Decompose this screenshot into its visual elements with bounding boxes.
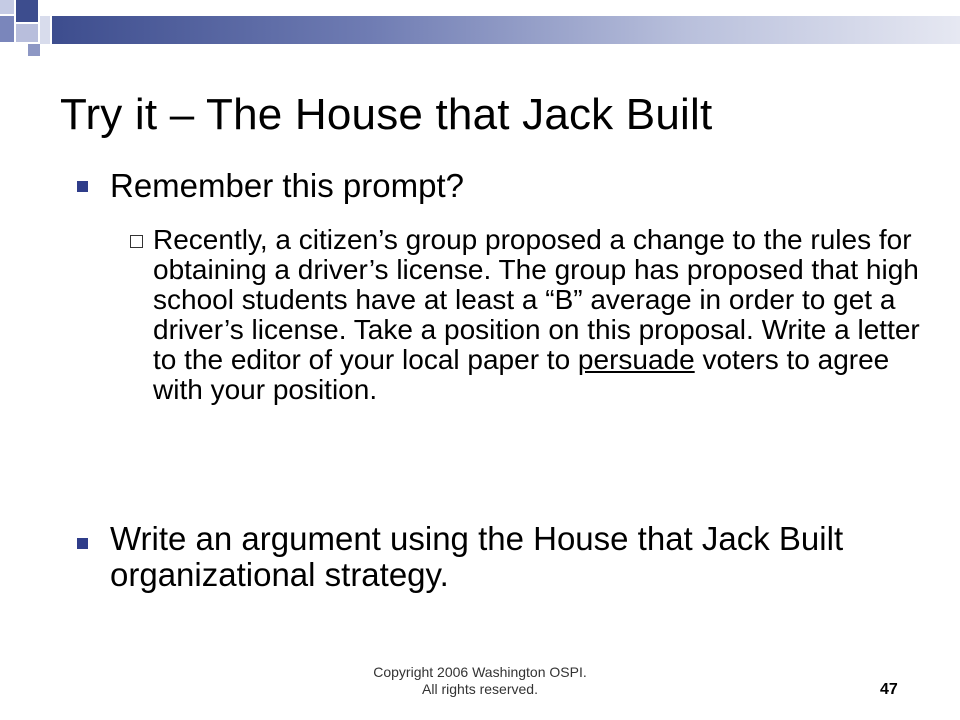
corner-square <box>28 44 40 56</box>
page-number: 47 <box>880 681 898 698</box>
corner-square <box>40 16 50 44</box>
copyright-line-1: Copyright 2006 Washington OSPI. <box>373 664 587 680</box>
copyright-footer <box>300 664 660 698</box>
corner-square <box>16 24 38 42</box>
bullet-2-text: Write an argument using the House that Jack Built organizational strategy. <box>110 520 844 593</box>
prompt-text <box>153 225 923 405</box>
bullet-marker <box>77 181 88 192</box>
slide-title: Try it – The House that Jack Built <box>60 90 713 139</box>
persuade-underlined: persuade <box>577 344 695 375</box>
bullet-1-text: Remember this prompt? <box>110 167 464 204</box>
sub-bullet-marker <box>130 235 143 248</box>
corner-square <box>0 0 14 14</box>
header-bar <box>52 16 960 44</box>
prompt-text-start: Recently, a citizen’s group proposed a change to the rules for obtaining a driver’s license. The group has proposed that high school students have at least a “B” average in order to get a driver’s license. Take a position on this proposal. Write a letter to the editor of your local paper to <box>153 224 920 375</box>
corner-square <box>0 16 14 42</box>
corner-square <box>16 0 38 22</box>
bullet-marker <box>77 538 88 549</box>
copyright-line-2: All rights reserved. <box>422 681 538 697</box>
prompt-text-end: voters to agree with your position. <box>153 344 890 405</box>
